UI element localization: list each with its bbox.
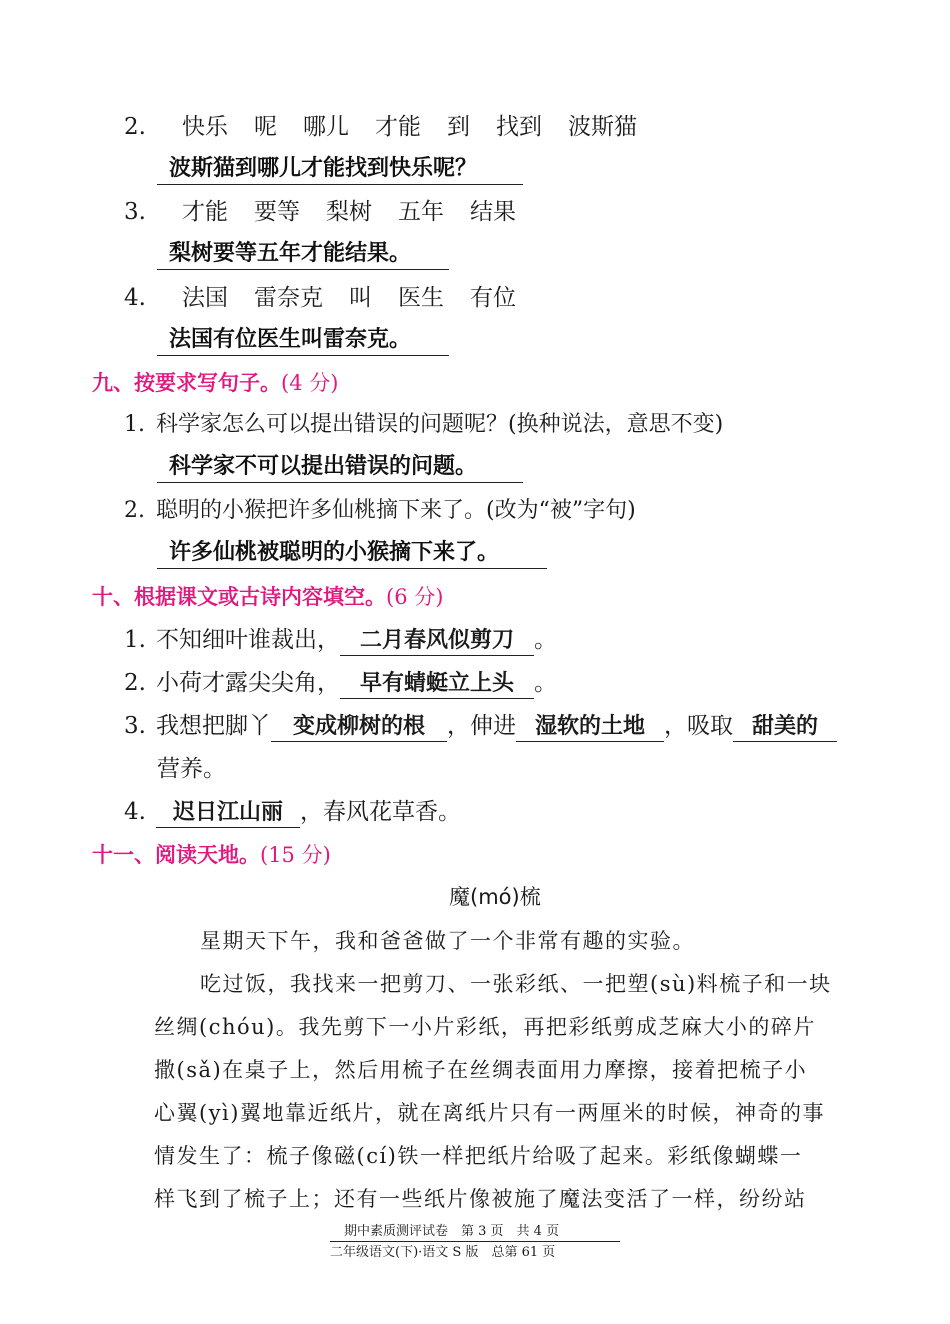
passage-line: 丝绸(chóu)。我先剪下一小片彩纸，再把彩纸剪成芝麻大小的碎片 — [154, 1015, 816, 1039]
word: 叫 — [349, 285, 372, 311]
passage-title: 魔(mó)梳 — [449, 885, 541, 909]
item-number: 2. — [124, 670, 146, 696]
word: 呢 — [254, 114, 277, 140]
item-number: 1. — [124, 627, 146, 653]
word: 有位 — [470, 285, 516, 311]
text: 我想把脚丫 — [156, 713, 271, 739]
word: 波斯猫 — [568, 114, 637, 140]
word: 结果 — [470, 199, 516, 225]
passage-line: 情发生了：梳子像磁(cí)铁一样把纸片给吸了起来。彩纸像蝴蝶一 — [154, 1144, 803, 1168]
section-10-item-2 — [124, 668, 557, 699]
fill-blank: 湿软的土地 — [516, 713, 664, 742]
footer-line-2: 二年级语文(下)·语文 S 版 总第 61 页 — [330, 1245, 556, 1260]
answer-line: 法国有位医生叫雷奈克。 — [157, 326, 449, 356]
section-9-item-1 — [124, 410, 723, 440]
text: 不知细叶谁裁出， — [156, 627, 340, 653]
word: 雷奈克 — [254, 285, 323, 311]
heading-text: 十、根据课文或古诗内容填空。 — [92, 585, 386, 609]
score: (4 分) — [281, 371, 339, 395]
reorder-item-2 — [124, 112, 637, 142]
word: 要等 — [254, 199, 300, 225]
word: 医生 — [398, 285, 444, 311]
answer-line: 许多仙桃被聪明的小猴摘下来了。 — [157, 539, 547, 569]
heading-text: 十一、阅读天地。 — [92, 843, 260, 867]
section-10-item-3 — [124, 711, 837, 742]
text: 。 — [534, 627, 557, 653]
section-10-item-4 — [124, 797, 461, 828]
word: 找到 — [496, 114, 542, 140]
word: 法国 — [182, 285, 228, 311]
score: (15 分) — [260, 843, 331, 867]
question-text: 聪明的小猴把许多仙桃摘下来了。(改为“被”字句) — [156, 498, 636, 523]
question-text: 科学家怎么可以提出错误的问题呢？(换种说法，意思不变) — [156, 412, 724, 437]
section-9-item-2 — [124, 496, 636, 526]
item-number: 4. — [124, 799, 146, 825]
word: 梨树 — [326, 199, 372, 225]
word: 哪儿 — [303, 114, 349, 140]
item-number: 2. — [124, 498, 145, 523]
section-10-heading — [92, 582, 443, 612]
passage-paragraph-1: 星期天下午，我和爸爸做了一个非常有趣的实验。 — [200, 929, 695, 953]
item-number: 1. — [124, 412, 145, 437]
score: (6 分) — [386, 585, 444, 609]
word: 快乐 — [182, 114, 228, 140]
passage-line: 撒(sǎ)在桌子上，然后用梳子在丝绸表面用力摩擦，接着把梳子小 — [154, 1058, 808, 1082]
section-10-item-3-cont: 营养。 — [157, 756, 226, 782]
footer-divider — [330, 1241, 620, 1242]
text: 小荷才露尖尖角， — [156, 670, 340, 696]
text: ，春风花草香。 — [300, 799, 461, 825]
footer-line-1: 期中素质测评试卷 第 3 页 共 4 页 — [344, 1224, 560, 1239]
passage-line: 样飞到了梳子上；还有一些纸片像被施了魔法变活了一样，纷纷站 — [154, 1187, 807, 1211]
word: 到 — [447, 114, 470, 140]
fill-blank: 早有蜻蜓立上头 — [340, 670, 534, 699]
passage-line: 心翼(yì)翼地靠近纸片，就在离纸片只有一两厘米的时候，神奇的事 — [154, 1101, 825, 1125]
fill-blank: 甜美的 — [733, 713, 837, 742]
fill-blank: 二月春风似剪刀 — [340, 627, 534, 656]
answer-line: 梨树要等五年才能结果。 — [157, 240, 449, 270]
item-number: 4. — [124, 285, 146, 311]
text: 。 — [534, 670, 557, 696]
text: ，吸取 — [664, 713, 733, 739]
heading-text: 九、按要求写句子。 — [92, 371, 281, 395]
item-number: 3. — [124, 199, 146, 225]
section-10-item-1 — [124, 625, 557, 656]
section-9-heading — [92, 368, 338, 398]
passage-line: 吃过饭，我找来一把剪刀、一张彩纸、一把塑(sù)料梳子和一块 — [200, 972, 832, 996]
word: 才能 — [375, 114, 421, 140]
word: 五年 — [398, 199, 444, 225]
answer-line: 波斯猫到哪儿才能找到快乐呢？ — [157, 155, 523, 185]
answer-line: 科学家不可以提出错误的问题。 — [157, 453, 523, 483]
fill-blank: 迟日江山丽 — [156, 799, 300, 828]
section-11-heading — [92, 840, 331, 870]
fill-blank: 变成柳树的根 — [271, 713, 447, 742]
reorder-item-3 — [124, 197, 516, 227]
item-number: 2. — [124, 114, 146, 140]
text: ，伸进 — [447, 713, 516, 739]
reorder-item-4 — [124, 283, 516, 313]
item-number: 3. — [124, 713, 146, 739]
word: 才能 — [182, 199, 228, 225]
